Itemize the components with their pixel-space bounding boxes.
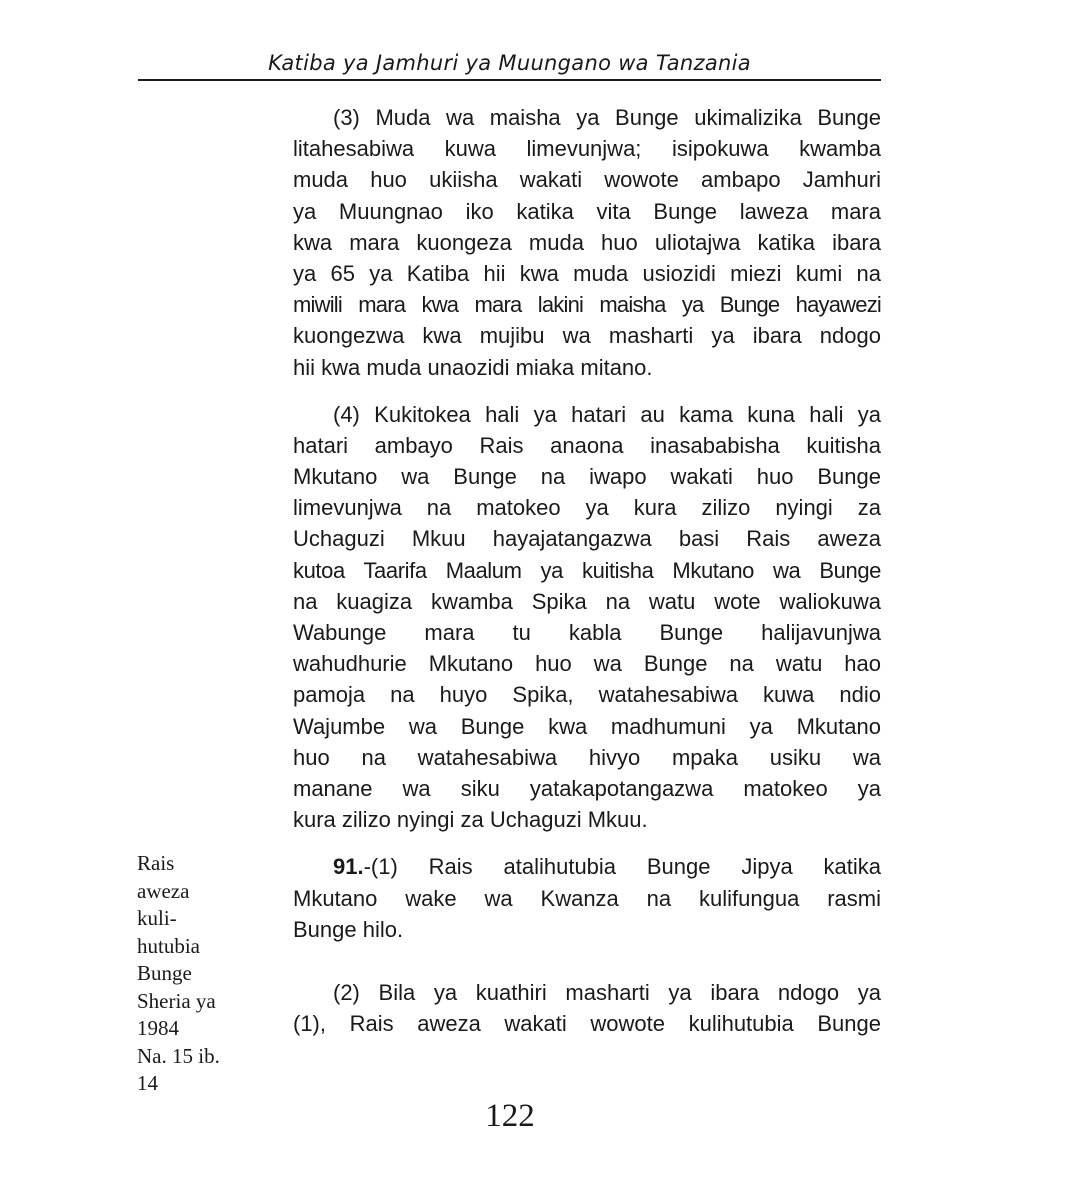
text-line: miwili mara kwa mara lakini maisha ya Bunge hayawezi: [293, 292, 881, 318]
text-line: wahudhurie Mkutano huo wa Bunge na watu hao: [293, 651, 881, 677]
text-line: Mkutano wake wa Kwanza na kulifungua rasmi: [293, 885, 881, 911]
paragraph-gap: [293, 383, 881, 399]
text-line: (3) Muda wa maisha ya Bunge ukimalizika Bunge: [333, 105, 881, 130]
paragraph-3: [293, 102, 881, 383]
margin-note-line: 14: [137, 1071, 158, 1095]
text-line: Bunge hilo.: [293, 916, 404, 942]
text-line: limevunjwa na matokeo ya kura zilizo nyingi za: [293, 495, 881, 521]
margin-note: [137, 850, 267, 1098]
text-line: kutoa Taarifa Maalum ya kuitisha Mkutano wa Bunge: [293, 557, 881, 583]
header-rule: [138, 79, 881, 81]
text-line: Wabunge mara tu kabla Bunge halijavunjwa: [293, 620, 881, 645]
paragraph-4: [293, 399, 881, 836]
text-line: (1), Rais aweza wakati wowote kulihutubia Bunge: [293, 1011, 881, 1037]
text-line: hii kwa muda unaozidi miaka mitano.: [293, 354, 653, 380]
text-line: ya 65 ya Katiba hii kwa muda usiozidi miezi kumi na: [293, 260, 881, 286]
paragraph-gap: [293, 945, 881, 977]
page-number: 122: [485, 1098, 535, 1134]
margin-note-line: Rais: [137, 851, 175, 875]
margin-note-line: Na. 15 ib.: [137, 1043, 220, 1068]
section-number: 91.: [333, 854, 364, 880]
margin-note-line: Bunge: [137, 961, 192, 985]
running-header: Katiba ya Jamhuri ya Muungano wa Tanzania: [268, 51, 751, 75]
text-line: pamoja na huyo Spika, watahesabiwa kuwa ndio: [293, 682, 881, 708]
section-91-subsection-2: [293, 977, 881, 1039]
text-line: kura zilizo nyingi za Uchaguzi Mkuu.: [293, 807, 648, 833]
section-91: [293, 851, 881, 945]
margin-note-line: 1984: [137, 1016, 179, 1040]
text-line: manane wa siku yatakapotangazwa matokeo ya: [293, 775, 881, 801]
margin-note-line: kuli-: [137, 906, 177, 930]
text-line: muda huo ukiisha wakati wowote ambapo Jamhuri: [293, 167, 881, 193]
margin-note-line: hutubia: [137, 933, 200, 958]
text-line: (4) Kukitokea hali ya hatari au kama kuna hali ya: [333, 401, 881, 427]
text-line: hatari ambayo Rais anaona inasababisha kuitisha: [293, 432, 881, 458]
margin-note-line: Sheria ya: [137, 988, 216, 1013]
section-91-first-line: [293, 851, 881, 882]
text-line: ya Muungnao iko katika vita Bunge laweza mara: [293, 198, 881, 224]
paragraph-gap: [293, 835, 881, 851]
body-text: [293, 102, 881, 1039]
text-line: kuongezwa kwa mujibu wa masharti ya ibara ndogo: [293, 323, 881, 349]
text-line: Uchaguzi Mkuu hayajatangazwa basi Rais aweza: [293, 526, 881, 552]
text-line: litahesabiwa kuwa limevunjwa; isipokuwa kwamba: [293, 136, 881, 162]
text-line: na kuagiza kwamba Spika na watu wote waliokuwa: [293, 588, 881, 614]
text-line: Wajumbe wa Bunge kwa madhumuni ya Mkutano: [293, 713, 881, 739]
margin-note-line: aweza: [137, 878, 190, 903]
text-line: (2) Bila ya kuathiri masharti ya ibara ndogo ya: [333, 979, 881, 1005]
text-line: huo na watahesabiwa hivyo mpaka usiku wa: [293, 744, 881, 770]
text-line: kwa mara kuongeza muda huo uliotajwa katika ibara: [293, 229, 881, 255]
section-91-line1-text: -(1) Rais atalihutubia Bunge Jipya katika: [363, 854, 881, 880]
text-line: Mkutano wa Bunge na iwapo wakati huo Bunge: [293, 464, 881, 490]
